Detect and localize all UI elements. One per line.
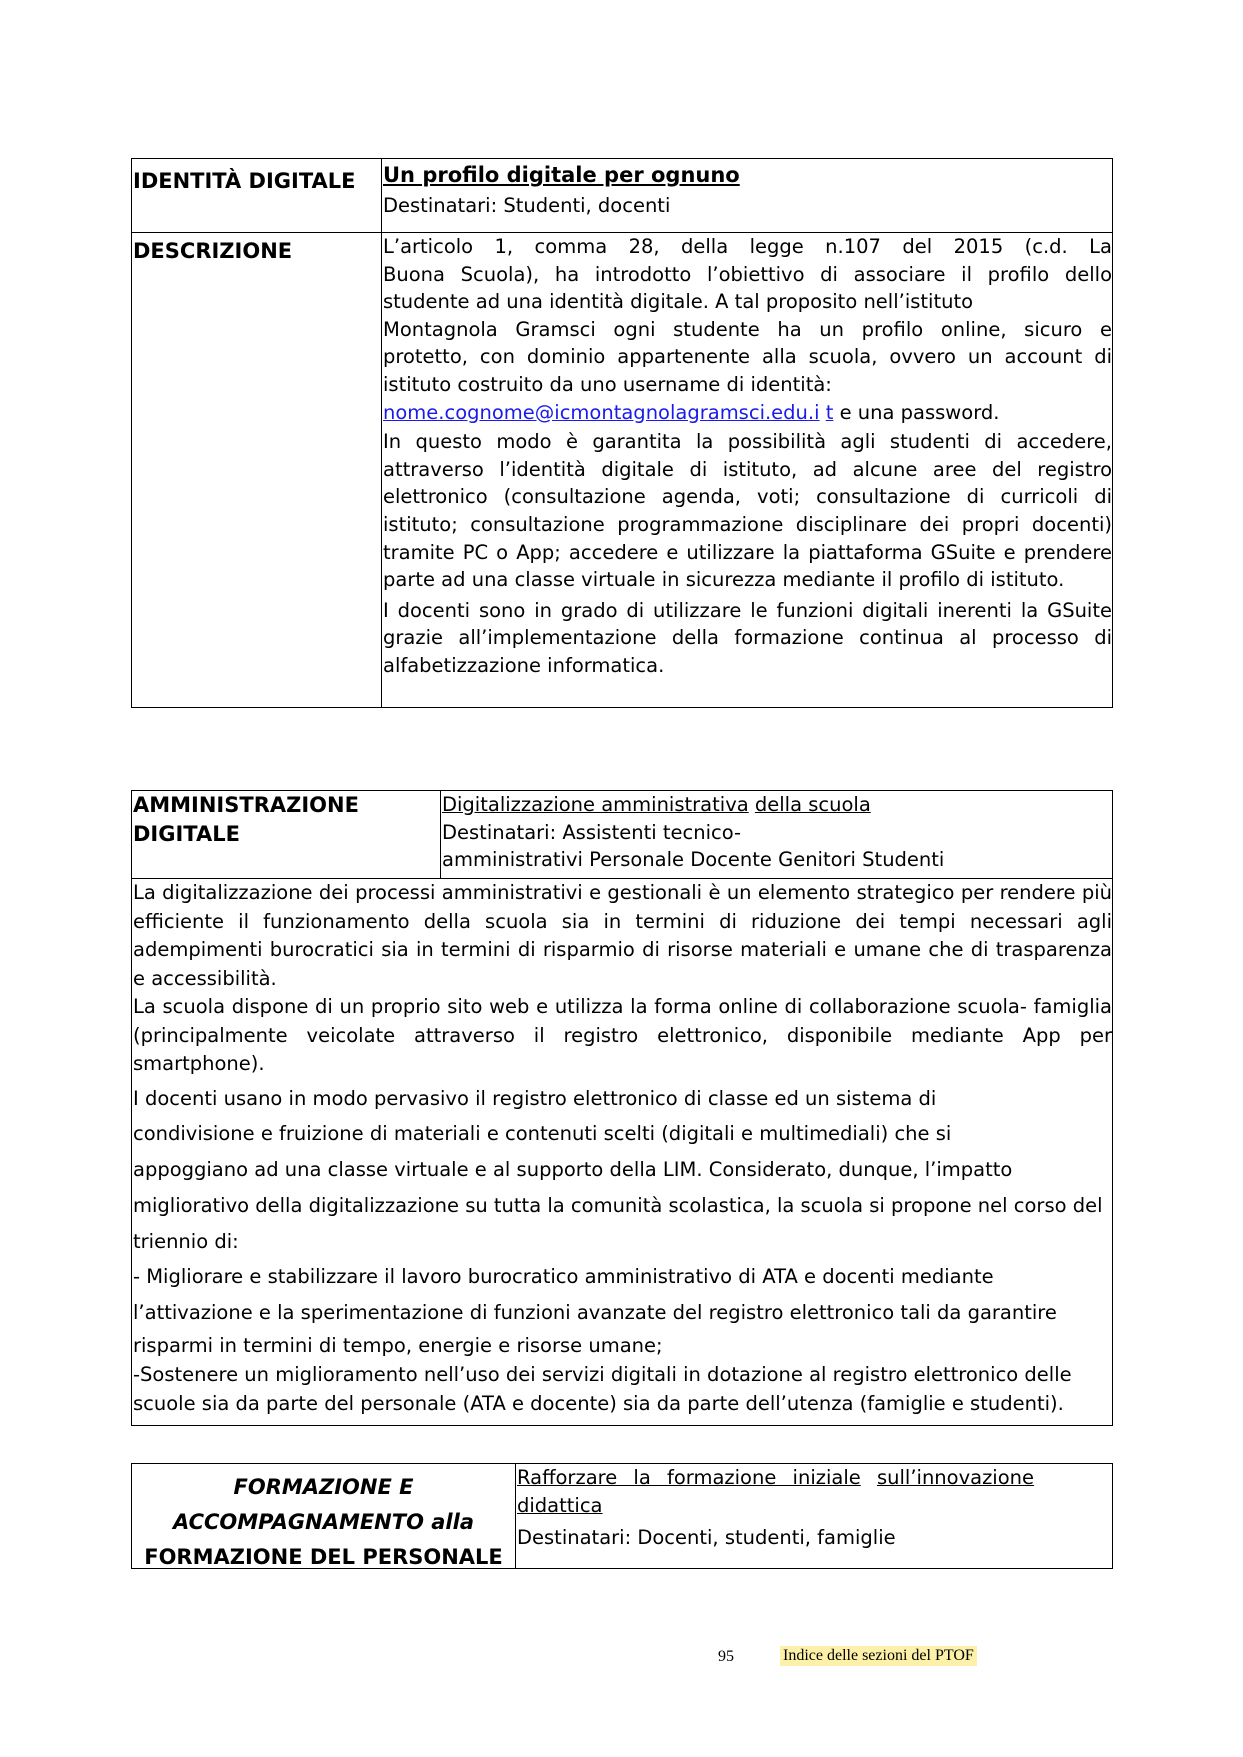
bullet-line: -Sostenere un miglioramento nell’uso dei servizi digitali in dotazione al registro elettronico delle [133, 1363, 1072, 1387]
page-number: 95 [718, 1648, 734, 1665]
identita-digitale-table [131, 158, 1113, 708]
section-title: FORMAZIONE DEL PERSONALE [144, 1545, 503, 1569]
section-title: DIGITALE [133, 822, 240, 846]
section-heading [442, 791, 1112, 819]
section-heading [517, 1464, 1112, 1492]
toc-link[interactable]: Indice delle sezioni del PTOF [780, 1646, 977, 1666]
section-heading-cont: didattica [517, 1493, 603, 1517]
body-line: appoggiano ad una classe virtuale e al supporto della LIM. Considerato, dunque, l’impatto [133, 1158, 1013, 1182]
heading-part: sull’innovazione [876, 1466, 1035, 1489]
heading-part: Rafforzare la formazione iniziale [517, 1466, 861, 1489]
bullet-line: - Migliorare e stabilizzare il lavoro burocratico amministrativo di ATA e docenti mediante [133, 1265, 994, 1289]
description-label: DESCRIZIONE [133, 239, 293, 263]
email-tail-text: e una password. [833, 400, 1000, 424]
recipients: Destinatari: Docenti, studenti, famiglie [517, 1526, 896, 1550]
desc-line: istituto costruito da uno username di identità: [383, 372, 832, 396]
desc-line: protetto, con dominio appartenente alla scuola, ovvero un account di [383, 345, 1112, 369]
heading-part: della scuola [754, 793, 871, 816]
desc-paragraph: In questo modo è garantita la possibilità agli studenti di accedere, attraverso l’identità digitale di istituto, ad alcune aree del registro elettronico (consultazione agenda, voti; consultazione di curricoli di istituto; consultazione programmazione disciplinare dei propri docenti) tramite PC o App; accedere e utilizzare la piattaforma GSuite e prendere parte ad una classe virtuale in sicurezza mediante il profilo di istituto. [383, 430, 1112, 592]
body-paragraph: La digitalizzazione dei processi amministrativi e gestionali è un elemento strategico per rendere più efficiente il funzionamento della scuola sia in termini di riduzione dei tempi necessari agli adempimenti burocratici sia in termini di risparmio di risorse materiali e umane che di trasparenza e accessibilità. [133, 881, 1112, 990]
bullet-line: risparmi in termini di tempo, energie e risorse umane; [133, 1334, 663, 1358]
body-line: triennio di: [133, 1229, 239, 1253]
desc-line: L’articolo 1, comma 28, della legge n.107 del 2015 (c.d. La [383, 235, 1112, 258]
body-line: condivisione e fruizione di materiali e contenuti scelti (digitali e multimediali) che si [133, 1122, 952, 1146]
section-title: FORMAZIONE E [233, 1475, 414, 1499]
desc-line: studente ad una identità digitale. A tal proposito nell’istituto [383, 290, 974, 314]
desc-line: Buona Scuola), ha introdotto l’obiettivo di associare il profilo dello [383, 262, 1112, 286]
section-heading: Un profilo digitale per ognuno [383, 163, 740, 187]
section-title: AMMINISTRAZIONE [133, 793, 359, 817]
formazione-table [131, 1463, 1113, 1569]
body-line: I docenti usano in modo pervasivo il registro elettronico di classe ed un sistema di [133, 1086, 937, 1110]
heading-part: Digitalizzazione amministrativa [442, 793, 749, 816]
bullet-line: l’attivazione e la sperimentazione di funzioni avanzate del registro elettronico tali da garantire [133, 1301, 1057, 1325]
email-link[interactable]: nome.cognome@icmontagnolagramsci.edu.i [383, 400, 820, 424]
recipients: Destinatari: Studenti, docenti [383, 194, 671, 217]
body-paragraph: La scuola dispone di un proprio sito web e utilizza la forma online di collaborazione scuola- famiglia (principalmente veicolate attraverso il registro elettronico, disponibile mediante App per smartphone). [133, 995, 1112, 1075]
desc-paragraph: I docenti sono in grado di utilizzare le funzioni digitali inerenti la GSuite grazie all’implementazione della formazione continua al processo di alfabetizzazione informatica. [383, 598, 1112, 677]
body-line: migliorativo della digitalizzazione su tutta la comunità scolastica, la scuola si propone nel corso del [133, 1193, 1103, 1217]
section-title: ACCOMPAGNAMENTO alla [172, 1510, 474, 1534]
bullet-line: scuole sia da parte del personale (ATA e docente) sia da parte dell’utenza (famiglie e studenti). [133, 1391, 1064, 1415]
amministrazione-digitale-table [131, 790, 1113, 1426]
recipients: Destinatari: Assistenti tecnico- [442, 820, 742, 844]
email-link-tail[interactable]: t [825, 400, 834, 424]
section-title: IDENTITÀ DIGITALE [133, 169, 356, 193]
recipients: amministrativi Personale Docente Genitori Studenti [442, 848, 945, 872]
desc-line: Montagnola Gramsci ogni studente ha un profilo online, sicuro e [383, 317, 1112, 341]
email-line [383, 399, 1112, 427]
